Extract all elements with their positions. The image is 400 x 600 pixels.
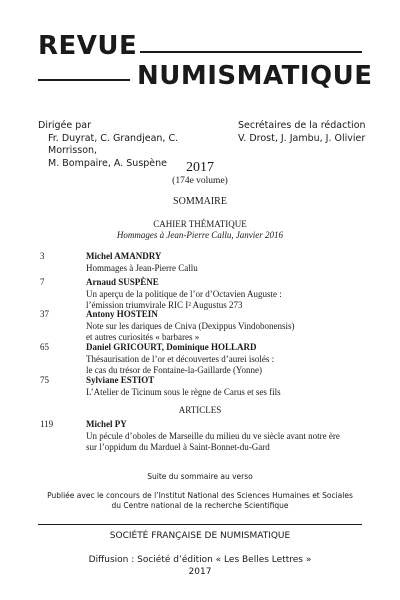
entry-author: Sylviane ESTIOT	[86, 375, 155, 385]
entry-title: Hommages à Jean-Pierre Callu	[86, 262, 198, 273]
toc-entry	[86, 277, 376, 312]
toc-entry	[86, 309, 376, 344]
masthead-numismatique: NUMISMATIQUE	[137, 61, 373, 91]
entry-title-cont: le cas du trésor de Fontaine-la-Gaillarde (Yonne)	[86, 365, 263, 375]
entry-page: 119	[40, 419, 54, 429]
secretaries-block	[238, 120, 378, 145]
entry-author: Michel PY	[86, 419, 127, 429]
secretaries-label: Secrétaires de la rédaction	[238, 120, 366, 131]
issue-volume: (174e volume)	[172, 176, 228, 186]
support-note	[0, 491, 400, 511]
entry-title-cont: et autres curiosités « barbares »	[86, 332, 200, 342]
society-name: SOCIÉTÉ FRANÇAISE DE NUMISMATIQUE	[109, 531, 291, 541]
section1-subtitle: Hommages à Jean-Pierre Callu, Janvier 2016	[116, 230, 284, 240]
editors-line1: Fr. Duyrat, C. Grandjean, C. Morrisson,	[48, 132, 179, 156]
entry-title: Note sur les dariques de Cniva (Dexippus Vindobonensis)	[86, 320, 295, 331]
distribution-line: Diffusion : Société d’édition « Les Belles Lettres »	[88, 555, 312, 565]
support-line2: du Centre national de la recherche Scientifique	[111, 501, 289, 510]
toc-entry	[86, 419, 376, 454]
continued-note: Suite du sommaire au verso	[147, 472, 253, 481]
entry-title: Un pécule d’oboles de Marseille du milieu du ve siècle avant notre ère	[86, 430, 340, 441]
entry-title: Un aperçu de la politique de l’or d’Octavien Auguste :	[86, 288, 282, 299]
entry-author: Michel AMANDRY	[86, 251, 162, 261]
section1-heading: CAHIER THÉMATIQUE	[153, 219, 247, 229]
entry-author: Arnaud SUSPÈNE	[86, 277, 159, 287]
toc-entry	[86, 375, 376, 398]
entry-page: 7	[40, 277, 45, 287]
toc-entry	[86, 251, 376, 274]
editors-line2: M. Bompaire, A. Suspène	[48, 157, 168, 169]
support-line1: Publiée avec le concours de l’Institut National des Sciences Humaines et Sociales	[47, 491, 353, 500]
masthead-revue: REVUE	[38, 31, 138, 61]
masthead-rule-bottom	[38, 79, 130, 81]
entry-page: 3	[40, 251, 45, 261]
masthead-rule-top	[140, 51, 362, 53]
toc-heading: SOMMAIRE	[173, 196, 227, 207]
secretaries-line1: V. Drost, J. Jambu, J. Olivier	[238, 132, 366, 144]
footer-divider	[38, 524, 362, 525]
footer-year: 2017	[188, 567, 212, 577]
entry-title-cont: l’émission triumvirale RIC I² Augustus 273	[86, 300, 243, 310]
entry-title: L’Atelier de Ticinum sous le règne de Carus et ses fils	[86, 386, 281, 397]
toc-entry	[86, 342, 376, 377]
editors-label: Dirigée par	[38, 120, 91, 131]
section2-heading: ARTICLES	[178, 405, 222, 415]
entry-title: Thésaurisation de l’or et découvertes d’aurei isolés :	[86, 353, 275, 364]
entry-page: 65	[40, 342, 49, 352]
entry-author: Daniel GRICOURT, Dominique HOLLARD	[86, 342, 257, 352]
entry-page: 75	[40, 375, 49, 385]
entry-page: 37	[40, 309, 49, 319]
entry-author: Antony HOSTEIN	[86, 309, 158, 319]
issue-year: 2017	[186, 160, 214, 175]
entry-title-cont: sur l’oppidum du Marduel à Saint-Bonnet-du-Gard	[86, 442, 270, 452]
